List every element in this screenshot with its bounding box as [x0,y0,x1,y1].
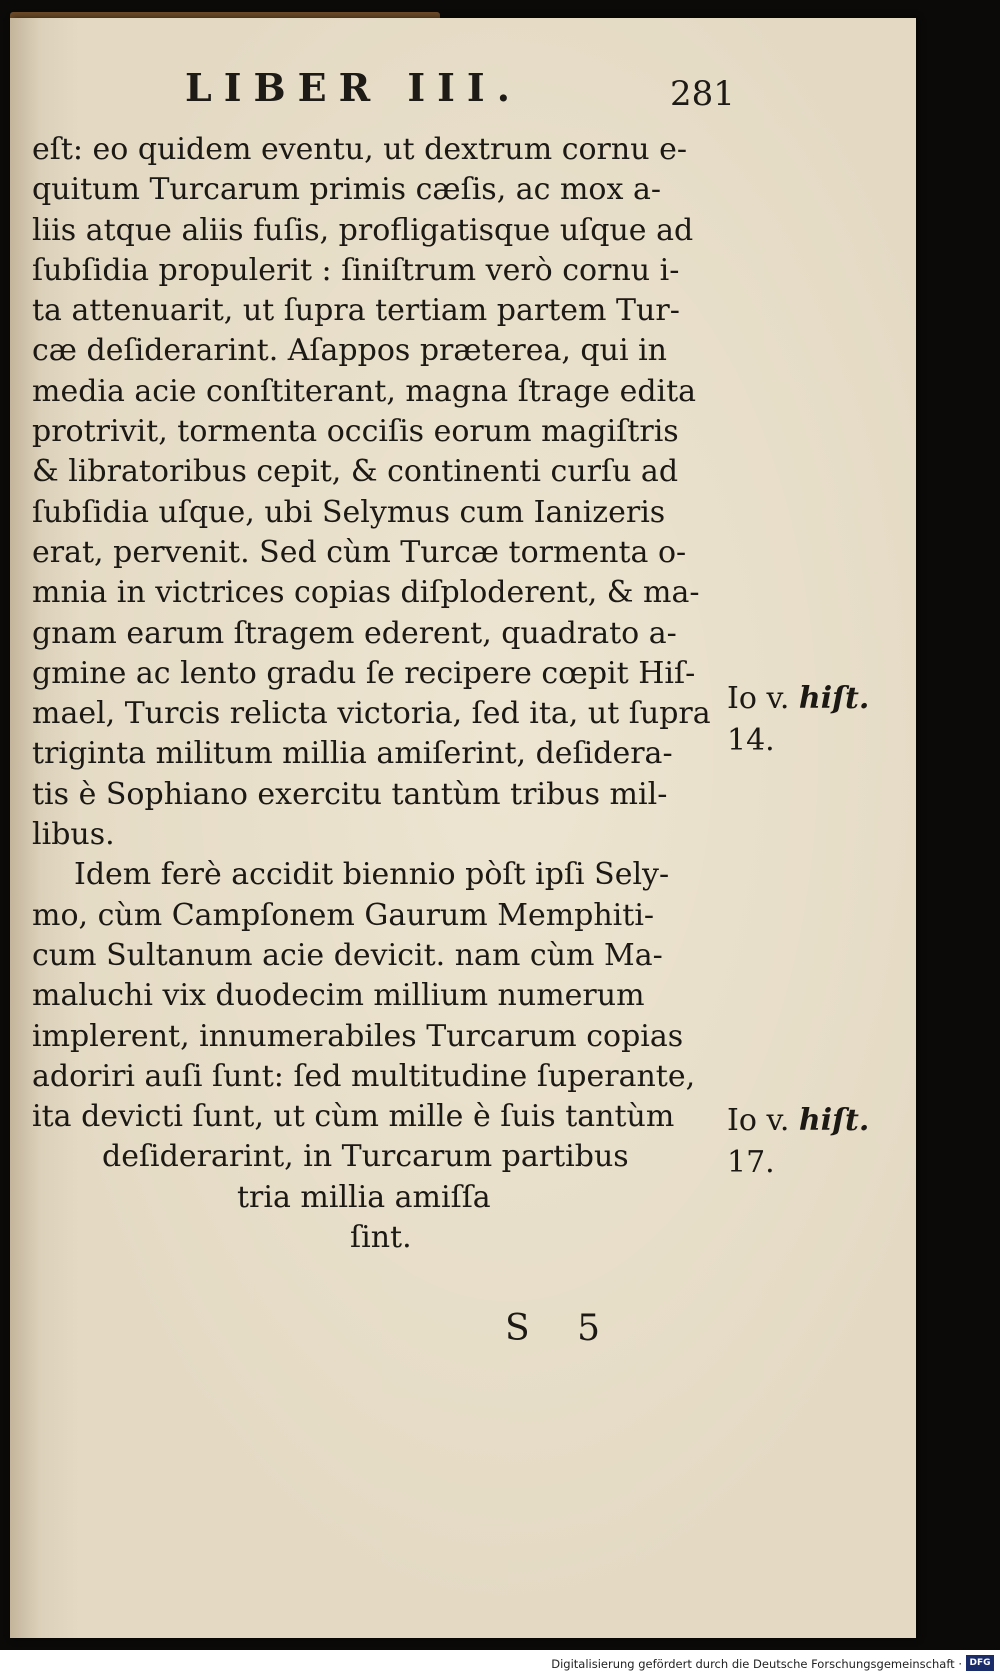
book-page [10,18,916,1638]
margin-note-ref: hiſt. [798,681,870,716]
text-line: mnia in victrices copias diſploderent, & ma- [32,575,700,611]
paragraph-start-line: Idem ferè accidit biennio pòſt ipſi Sely- [74,857,670,893]
closing-line: ſint. [350,1220,412,1256]
text-line: ta attenuarit, ut ſupra tertiam partem Tur- [32,293,680,329]
text-line: & libratoribus cepit, & continenti curſu ad [32,454,679,490]
text-line: quitum Turcarum primis cæſis, ac mox a- [32,172,661,208]
running-head-title: LIBER III. [185,65,522,110]
page-number: 281 [670,74,735,114]
text-line: libus. [32,817,115,853]
text-line: maluchi vix duodecim millium numerum [32,978,645,1014]
closing-line: tria millia amiſſa [237,1179,491,1215]
body-text [32,130,722,1258]
text-line: tis è Sophiano exercitu tantùm tribus mil- [32,776,668,812]
margin-note [727,678,869,762]
text-line: cum Sultanum acie devicit. nam cùm Ma- [32,937,663,973]
text-line: mael, Turcis relicta victoria, ſed ita, ut ſupra [32,696,711,732]
text-line: ſubſidia propulerit : ſiniſtrum verò cornu i- [32,252,680,288]
text-line: media acie conſtiterant, magna ſtrage edita [32,373,697,409]
closing-line: deſiderarint, in Turcarum partibus [102,1139,629,1175]
margin-note-ref: hiſt. [798,1103,870,1138]
margin-note-author: Io v. [727,681,790,716]
text-line: ſubſidia uſque, ubi Selymus cum Ianizeris [32,494,666,530]
text-line: adoriri auſi ſunt: ſed multitudine ſuperante, [32,1058,696,1094]
text-line: cæ deſiderarint. Aſappos præterea, qui in [32,333,667,369]
footer-bar [0,1650,1000,1678]
text-line: triginta militum millia amiſerint, deſidera- [32,736,673,772]
text-line: implerent, innumerabiles Turcarum copias [32,1018,684,1054]
text-line: erat, pervenit. Sed cùm Turcæ tormenta o- [32,534,687,570]
text-line: gmine ac lento gradu ſe recipere cœpit Hiſ- [32,655,696,691]
funding-credit: Digitalisierung gefördert durch die Deutsche Forschungsgemeinschaft · [551,1657,962,1671]
text-line: liis atque aliis fuſis, profligatisque uſque ad [32,212,694,248]
text-line: mo, cùm Campſonem Gaurum Memphiti- [32,897,655,933]
dfg-logo: DFG [966,1655,994,1671]
margin-note-author: Io v. [727,1103,790,1138]
signature-mark: S 5 [505,1308,619,1349]
text-line: eſt: eo quidem eventu, ut dextrum cornu e- [32,132,687,167]
margin-note-number: 17. [727,1145,775,1180]
text-line: protrivit, tormenta occiſis eorum magiſtris [32,414,679,450]
margin-note-number: 14. [727,723,775,758]
margin-note [727,1100,869,1184]
text-line: ita devicti ſunt, ut cùm mille è ſuis tantùm [32,1099,675,1135]
text-line: gnam earum ſtragem ederent, quadrato a- [32,615,677,651]
